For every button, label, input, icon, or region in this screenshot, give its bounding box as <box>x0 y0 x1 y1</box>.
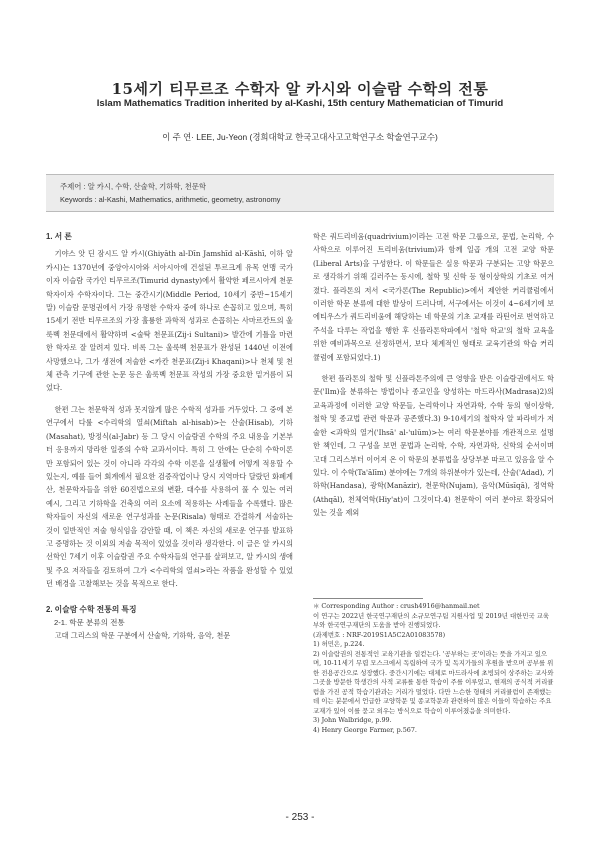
author-line: 이 주 연· LEE, Ju-Yeon (경희대학교 한국고대사고고학연구소 학술연구교수) <box>162 132 438 142</box>
footnote-rule <box>313 598 423 599</box>
section-heading-introduction: 1. 서 론 <box>46 232 72 241</box>
paper-subtitle: Islam Mathematics Tradition inherited by al-Kashi, 15th century Mathematician of Timurid <box>96 98 504 109</box>
footnotes <box>313 602 554 735</box>
footnote: 이 연구는 2022년 한국연구재단의 소규모연구팀 지원사업 및 2019년 대한민국 교육부와 한국연구재단의 도움을 받아 진행되었다. <box>313 611 550 629</box>
left-column <box>46 230 293 643</box>
footnote: 4) Henry George Farmer, p.567. <box>313 725 417 734</box>
footnote: 3) John Walbridge, p.99. <box>313 716 392 724</box>
intro-paragraph-1: 기야스 앗 딘 잠시드 알 카시(Ghiyāth al-Dīn Jamshīd al-Kāshī, 이하 알 카시)는 1370년에 중앙아시아와 서아시아에 건설된 투르크계 유목 연맹 국가이자 이슬람 국가인 티무르조(Timurid dynasty)에서 활약한 페르시아계 천문학자이자 수학자이다. 그는 중간시기(Middle Period, 10세기 중반~15세기 말) 이슬람 문명권에서 가장 유명한 수학자 중에 하나로 손꼽히고 있으며, 특히 15세기 전반 티무르조의 가장 훌륭한 과학적 성과로 손꼽히는 사마르칸트의 울룩벡 천문대에서 활약하며 <술탁 천문표(Zij-i Sultani)> 발간에 기틀을 마련한 학자로 잘 알려져 있다. 비록 그는 울룩벡 천문표가 완성된 1440년 이전에 사망했으나, 그가 생전에 저술한 <카칸 천문표(Zij-i Khaqani)>나 천체 및 천체 관측 기구에 관한 논문 등은 울룩벡 천문표 작성의 가장 중요한 밑거름이 되었다. <box>46 249 293 393</box>
footnote: ＊ Corresponding Author : crush4916@hanmail.net <box>313 602 480 610</box>
subsection-heading: 2-1. 학문 분류의 전통 <box>54 617 125 627</box>
tradition-paragraph: 고대 그리스의 학문 구분에서 산술학, 기하학, 음악, 천문 <box>54 631 231 641</box>
footnote: 2) 이슬람권의 전통적인 교육기관을 일컫는다. '공부하는 곳'이라는 뜻을 가지고 있으며, 10-11세기 무렵 모스크에서 독립하여 국가 및 독지가들의 후원을 받으며 공부를 위한 전용공간으로 성장했다. 중간시기에는 대체로 마드라사에 초빙되어 상주하는 교사와 그곳을 방문한 학생간의 사적 교류를 통한 학습이 주를 이루었고, 현재의 공식적 커리큘럼을 가진 공적 학습기관과는 거리가 멀었다. 다만 느슨한 형태의 커리큘럼이 존재했는데 이는 분문에서 언급한 교양학문 및 종교학문과 관련하여 많은 이들이 학습하는 주요 교재가 있어 이를 묻고 외우는 방식으로 학습이 이루어졌음을 의미한다. <box>313 649 554 715</box>
footnote: (과제번호 : NRF-2019S1A5C2A01083578) <box>313 630 446 639</box>
intro-paragraph-2: 한편 그는 천문학적 성과 못지않게 많은 수학적 성과를 거두었다. 그 중에 본 연구에서 다룰 <수리학의 열쇠(Miftah al-hisab)>는 산술(Hisab), 기하(Masahat), 방정식(al-Jabr) 등 그 당시 이슬람권 수학의 주요 내용을 기본부터 응용까지 망라한 일종의 수학 교과서이다. 특히 그 안에는 단순히 수학이론만 포함되어 있는 것이 아니라 각각의 수학 이론을 실생활에 어떻게 적용할 수 있는지, 예를 들어 회계에서 필요한 검증작업이나 당시 지역마다 달랐던 화폐계산, 천문학자들을 위한 60진법으로의 변환, 대수를 사용하여 풀 수 있는 여러 예시, 그리고 기하학을 건축의 여러 요소에 적용하는 사례들을 수록했다. 많은 학자들이 자신의 새로운 연구성과를 논문(Risala) 형태로 간결하게 서술하는 것이 일반적인 저술 형식임을 감안할 때, 이 책은 자신의 새로운 연구를 발표하고 증명하는 것 이외의 저술 목적이 있었을 것이라 생각한다. 이 글은 알 카시의 선학인 7세기 이후 이슬람권 주요 수학자들의 연구를 살펴보고, 알 카시의 생애 및 주요 저작들을 검토하여 그가 <수리학의 열쇠>라는 작품을 완성할 수 있었던 배경을 고찰해보는 것을 목적으로 한다. <box>46 404 293 589</box>
right-column <box>313 230 554 520</box>
section-heading-tradition: 2. 이슬람 수학 전통의 특징 <box>46 604 137 614</box>
keywords-english: Keywords : al-Kashi, Mathematics, arithmetic, geometry, astronomy <box>60 195 281 204</box>
body-paragraph-right-2: 한편 플라톤의 철학 및 신플라톤주의에 큰 영향을 받은 이슬람권에서도 학문('Ilm)을 분류하는 방법이나 종교인을 양성하는 마드라사(Madrasa)2)의 교육과정에 이러한 교양 학문들, 논리학이나 자연과학, 수학 등의 형이상학, 철학 및 종교법 관련 학문과 공존했다.3) 9-10세기의 철학자 알 파라비가 저술한 <과학의 열거('Ihsā' al-'ulūm)>는 여러 학문분야를 개관적으로 설명한 책인데, 그 구성을 보면 문법과 논리학, 수학, 자연과학, 신학의 순서이며 고대 그리스부터 이어져 온 이 학문의 분류법을 상당부분 따르고 있음을 알 수 있다. 이 수학(Ta'ālīm) 분야에는 7개의 하위분야가 있는데, 산술('Adad), 기하학(Handasa), 광학(Manāzir), 천문학(Nujam), 음악(Mūsīqā), 정역학(Athqāl), 천체역학(Hiy'at)이 그것이다.4) 천문학이 여러 분야로 확장되어 있는 것을 제외 <box>313 374 554 518</box>
keywords-korean: 주제어 : 알 카시, 수학, 산술학, 기하학, 천문학 <box>60 182 207 191</box>
paper-title: 15세기 티무르조 수학자 알 카시와 이슬람 수학의 전통 <box>111 80 489 98</box>
page-number: - 253 - <box>285 812 315 823</box>
keyword-box <box>46 174 554 212</box>
footnote: 1) 허민은, p.224. <box>313 640 365 648</box>
body-paragraph-right-1: 학은 쿼드리비움(quadrivium)이라는 고전 학문 그룹으로, 문법, 논리학, 수사학으로 이루어진 트리비움(trivium)과 함께 일곱 개의 고전 교양 학문(Liberal Arts)을 구성한다. 이 학문들은 실용 학문과 구분되는 고양 학문으로 생각하기 위해 길러주는 동시에, 철학 및 신학 등 형이상학의 기초로 여겨졌다. 플라톤의 저서 <국가론(The Republic)>에서 제안한 커리큘럼에서 이러한 학문 분류에 대한 발상이 드러나며, 서구에서는 이것이 4~6세기에 보에티우스가 쿼드리비움에 해당하는 네 학문의 기초 교재를 라틴어로 번역하고 주석을 다루는 작업을 행한 후 신플라톤학파에서 '철학 학교'의 철학 교육을 위한 예비과목으로 선정하면서, 보다 체계적인 형태로 교육기관의 학습 커리큘럼에 포함되었다.1) <box>313 232 554 362</box>
